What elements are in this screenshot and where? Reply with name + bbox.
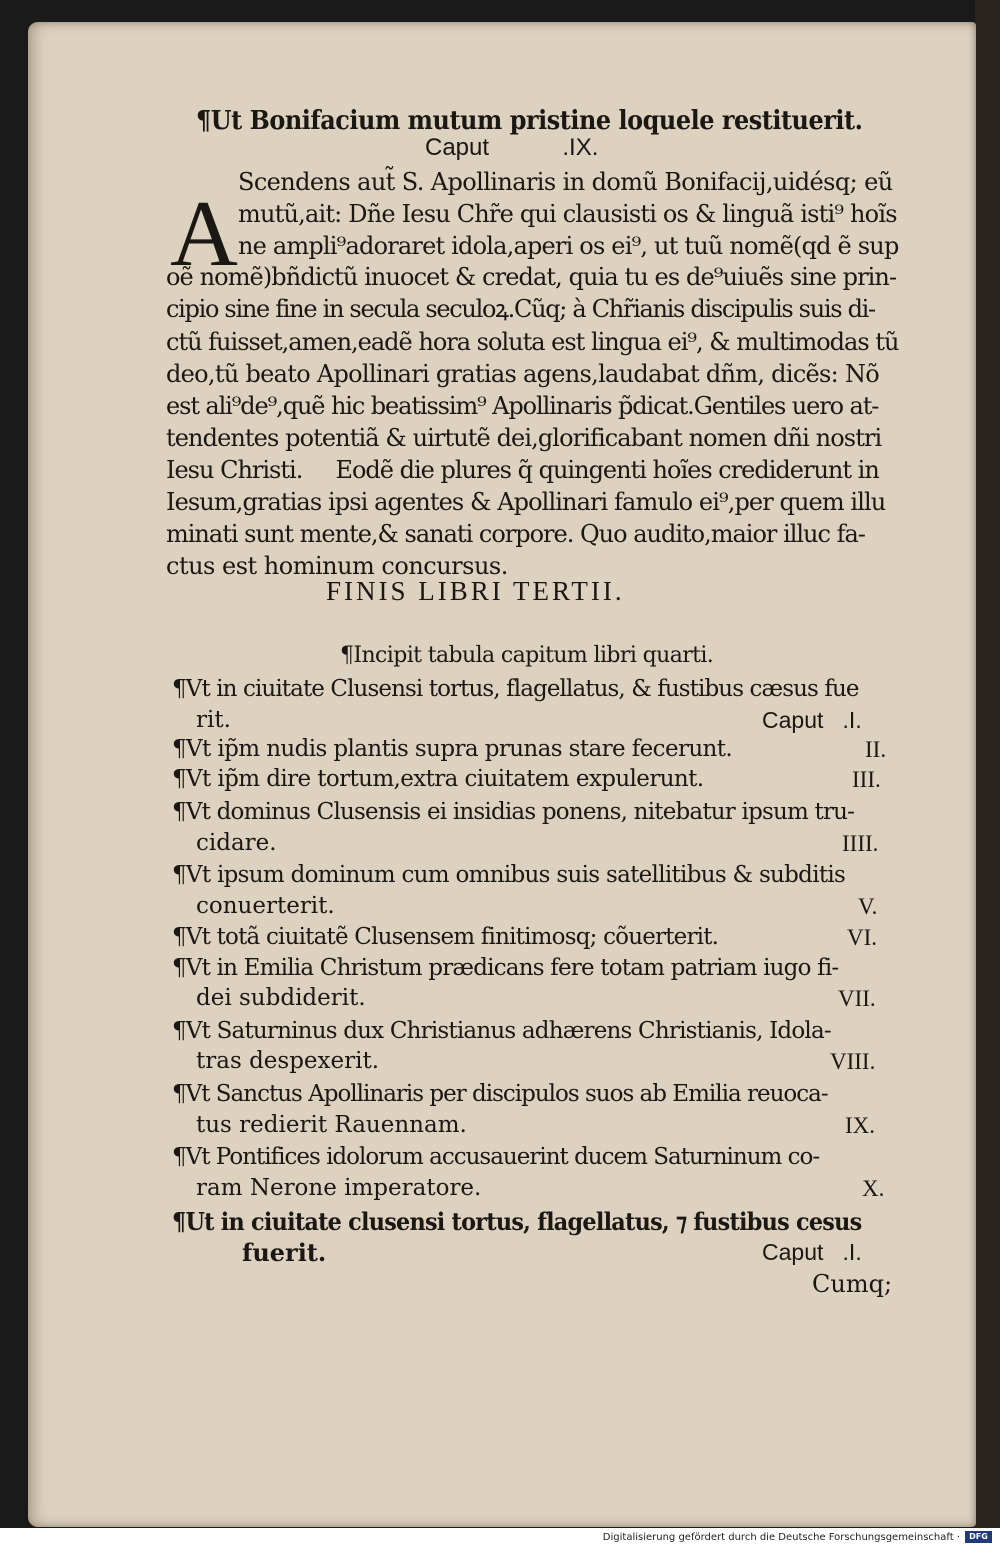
table-chapter-number: X.: [862, 1176, 885, 1201]
drop-cap: A: [170, 182, 238, 286]
table-line: cidare.: [196, 830, 277, 856]
table-line: ¶Vt ipsum dominum cum omnibus suis satellitibus & subditis: [172, 862, 846, 888]
table-line: ¶Vt dominus Clusensis ei insidias ponens, nitebatur ipsum tru-: [172, 799, 855, 825]
body-line: minati sunt mente,& sanati corpore. Quo audito,maior illuc fa-: [166, 520, 865, 548]
table-line: ¶Vt ip̃m dire tortum,extra ciuitatem expulerunt.: [172, 766, 704, 792]
chapter-one-heading-cont: fuerit.: [242, 1238, 327, 1267]
chapter-heading: ¶Ut Bonifacium mutum pristine loquele restituerit.: [196, 106, 863, 136]
table-chapter-number: VIII.: [830, 1049, 876, 1074]
book-edge: [975, 0, 1000, 1530]
chapter-one-caput: Caput .I.: [762, 1239, 862, 1265]
table-chapter-number: III.: [852, 767, 881, 792]
body-line: tendentes potentiã & uirtutẽ dei,glorificabant nomen dñi nostri: [166, 424, 882, 452]
chapter-one-heading: ¶Ut in ciuitate clusensi tortus, flagellatus, ⁊ fustibus cesus: [172, 1207, 862, 1236]
table-line: ¶Vt totã ciuitatẽ Clusensem finitimosq; cõuerterit.: [172, 924, 719, 950]
body-line: ctus est hominum concursus.: [166, 552, 508, 580]
table-line: rit.: [196, 707, 231, 733]
table-line: dei subdiderit.: [196, 985, 366, 1011]
table-chapter-number: V.: [858, 894, 878, 919]
funding-credit: Digitalisierung gefördert durch die Deutsche Forschungsgemeinschaft ·: [602, 1532, 960, 1543]
table-line: tras despexerit.: [196, 1048, 380, 1074]
body-line: cipio sine fine in secula seculoꝝ.Cũq; à Chr̃ianis discipulis suis di-: [166, 295, 875, 323]
table-chapter-number: VII.: [838, 986, 876, 1011]
body-line: ctũ fuisset,amen,eadẽ hora soluta est lingua ei⁹, & multimodas tũ: [166, 328, 899, 356]
body-line: deo,tũ beato Apollinari gratias agens,laudabat dñm, dicẽs: Nõ: [166, 360, 880, 388]
table-line: tus redierit Rauennam.: [196, 1112, 467, 1138]
digitization-footer: [0, 1528, 1000, 1547]
table-chapter-number: IIII.: [842, 831, 879, 856]
table-line: ram Nerone imperatore.: [196, 1175, 482, 1201]
catchword: Cumq;: [812, 1270, 893, 1298]
table-line: ¶Vt in ciuitate Clusensi tortus, flagellatus, & fustibus cæsus fue: [172, 676, 859, 702]
table-chapter-number: VI.: [847, 925, 878, 950]
table-line: ¶Vt in Emilia Christum prædicans fere totam patriam iugo fi-: [172, 955, 839, 981]
chapter-number: Caput .IX.: [425, 134, 599, 161]
dfg-logo: DFG: [965, 1531, 992, 1543]
table-line: conuerterit.: [196, 893, 335, 919]
table-chapter-number: Caput .I.: [762, 707, 862, 733]
table-chapter-number: IX.: [845, 1113, 876, 1138]
table-line: ¶Vt ip̃m nudis plantis supra prunas stare fecerunt.: [172, 736, 733, 762]
body-line: ne ampli⁹adoraret idola,aperi os ei⁹, ut tuũ nomẽ(qd ẽ sup: [238, 232, 899, 260]
body-line: Scendens aut̃ S. Apollinaris in domũ Bonifacij,uidésq; eũ: [238, 168, 893, 196]
finis-heading: FINIS LIBRI TERTII.: [326, 576, 625, 606]
table-title: ¶Incipit tabula capitum libri quarti.: [340, 643, 714, 668]
table-line: ¶Vt Sanctus Apollinaris per discipulos suos ab Emilia reuoca-: [172, 1081, 828, 1107]
table-line: ¶Vt Saturninus dux Christianus adhærens Christianis, Idola-: [172, 1018, 831, 1044]
body-line: oẽ nomẽ)bñdictũ inuocet & credat, quia tu es de⁹uiuẽs sine prin-: [166, 263, 897, 291]
body-line: est ali⁹de⁹,quẽ hic beatissim⁹ Apollinaris p̃dicat.Gentiles uero at-: [166, 392, 879, 420]
table-chapter-number: II.: [865, 737, 887, 762]
table-line: ¶Vt Pontifices idolorum accusauerint ducem Saturninum co-: [172, 1144, 820, 1170]
body-line: Iesum,gratias ipsi agentes & Apollinari famulo ei⁹,per quem illu: [166, 488, 886, 516]
body-line: mutũ,ait: Dñe Iesu Chr̃e qui clausisti os & linguã isti⁹ hoĩs: [238, 200, 897, 228]
body-line: Iesu Christi. Eodẽ die plures q̃ quingenti hoĩes crediderunt in: [166, 456, 879, 484]
